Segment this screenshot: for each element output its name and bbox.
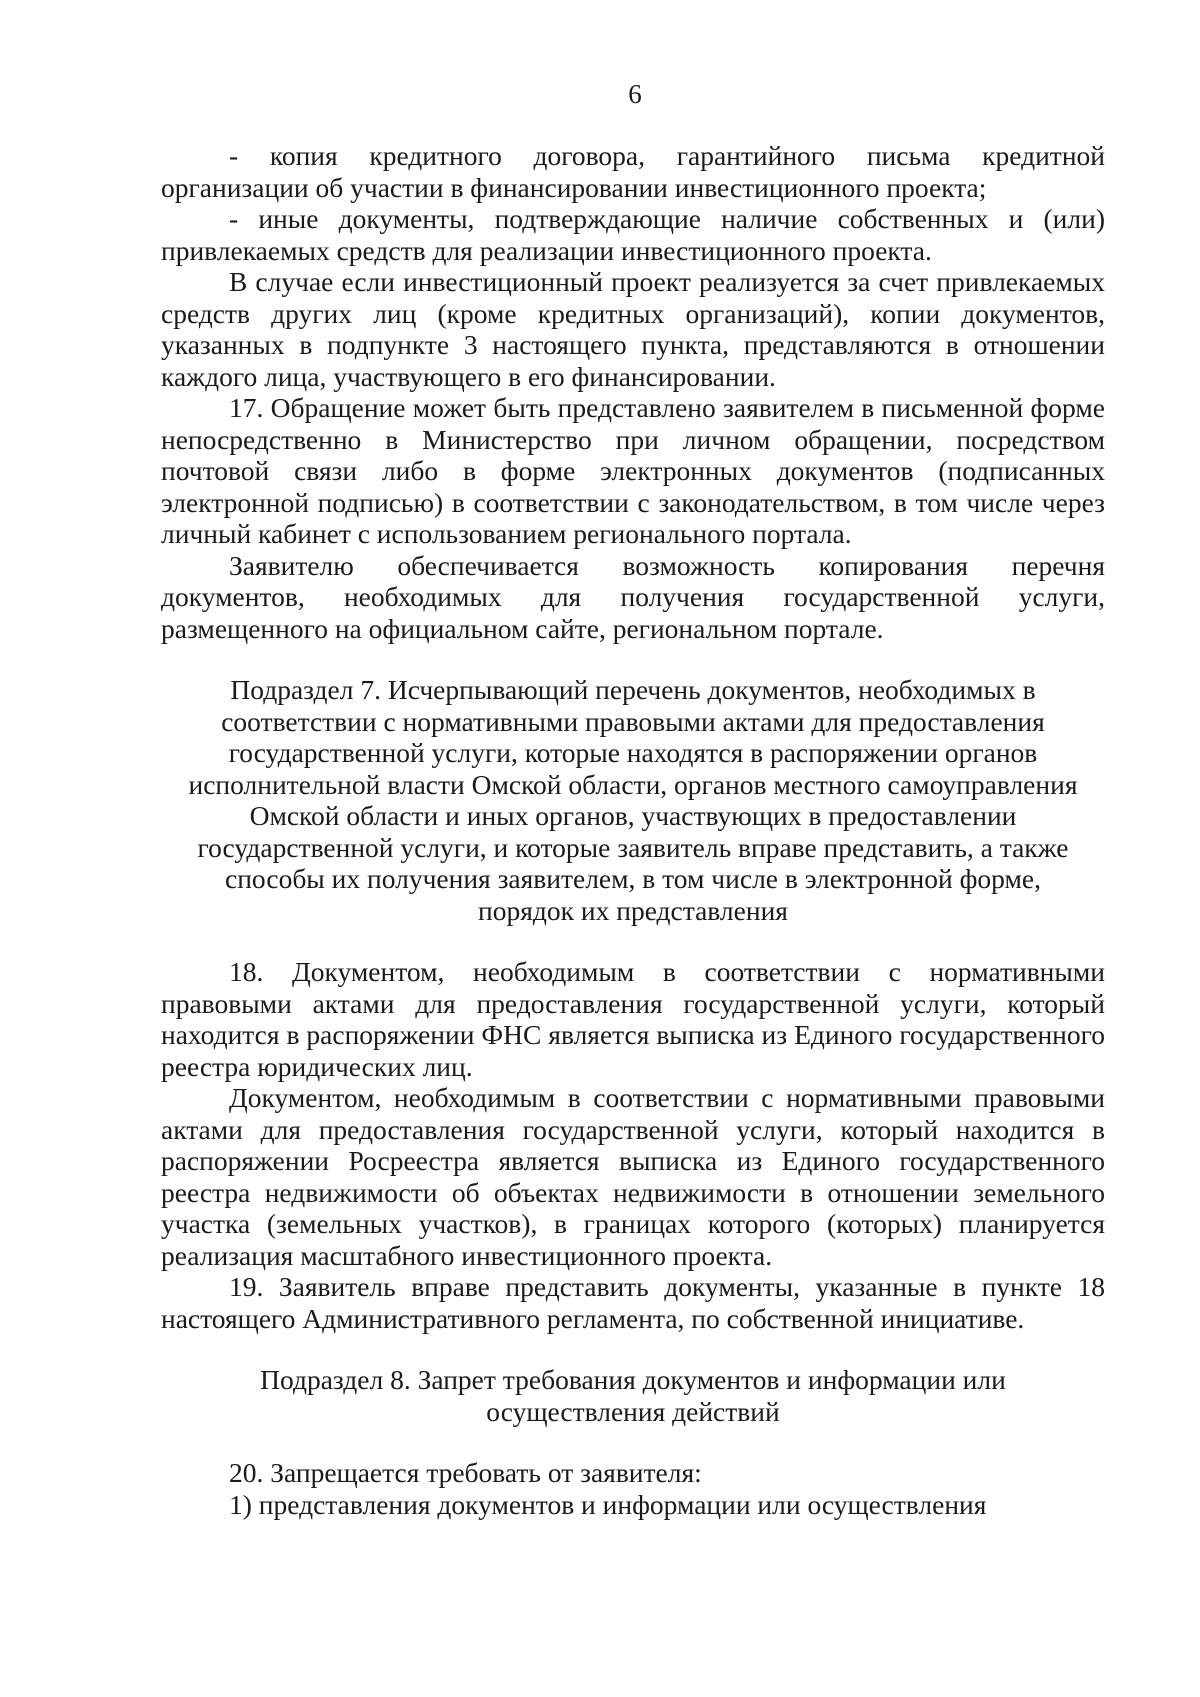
spacer bbox=[161, 926, 1105, 956]
paragraph-other-documents: - иные документы, подтверждающие наличие собственных и (или) привлекаемых средств для реализации инвестиционного проекта. bbox=[161, 203, 1105, 266]
document-body bbox=[161, 140, 1105, 1520]
paragraph-credit-agreement-copy: - копия кредитного договора, гарантийного письма кредитной организации об участии в финансировании инвестиционного проекта; bbox=[161, 140, 1105, 203]
subsection-7-heading: Подраздел 7. Исчерпывающий перечень документов, необходимых в соответствии с нормативными правовыми актами для предоставления государственной услуги, которые находятся в распоряжении органов исполнительной власти Омской области, органов местного самоуправления Омской области и иных органов, участвующих в предоставлении государственной услуги, и которые заявитель вправе представить, а также способы их получения заявителем, в том числе в электронной форме, порядок их представления bbox=[188, 674, 1078, 926]
paragraph-18-fns-extract: 18. Документом, необходимым в соответствии с нормативными правовыми актами для предоставления государственной услуги, который находится в распоряжении ФНС является выписка из Единого государственного реестра юридических лиц. bbox=[161, 956, 1105, 1082]
paragraph-20-prohibition: 20. Запрещается требовать от заявителя: bbox=[229, 1457, 702, 1488]
paragraph-20-item-1: 1) представления документов и информации или осуществления bbox=[229, 1488, 987, 1520]
paragraph-17-submission: 17. Обращение может быть представлено заявителем в письменной форме непосредственно в Министерство при личном обращении, посредством почтовой связи либо в форме электронных документов (подписанных электронной подписью) в соответствии с законодательством, в том числе через личный кабинет с использованием регионального портала. bbox=[161, 392, 1105, 549]
paragraph-rosreestr-extract: Документом, необходимым в соответствии с нормативными правовыми актами для предоставления государственной услуги, который находится в распоряжении Росреестра является выписка из Единого государственного реестра недвижимости об объектах недвижимости в отношении земельного участка (земельных участков), в границах которого (которых) планируется реализация масштабного инвестиционного проекта. bbox=[161, 1082, 1105, 1271]
paragraph-19-own-initiative: 19. Заявитель вправе представить документы, указанные в пункте 18 настоящего Административного регламента, по собственной инициативе. bbox=[161, 1271, 1105, 1334]
subsection-8-heading: Подраздел 8. Запрет требования документов и информации или осуществления действий bbox=[260, 1364, 1006, 1427]
spacer bbox=[161, 1427, 1105, 1457]
spacer bbox=[161, 644, 1105, 674]
paragraph-copy-list: Заявителю обеспечивается возможность копирования перечня документов, необходимых для получения государственной услуги, размещенного на официальном сайте, региональном портале. bbox=[161, 549, 1105, 644]
spacer bbox=[161, 1334, 1105, 1364]
paragraph-third-party-funding: В случае если инвестиционный проект реализуется за счет привлекаемых средств других лиц (кроме кредитных организаций), копии документов, указанных в подпункте 3 настоящего пункта, представляются в отношении каждого лица, участвующего в его финансировании. bbox=[161, 266, 1105, 392]
page-number: 6 bbox=[628, 79, 642, 109]
